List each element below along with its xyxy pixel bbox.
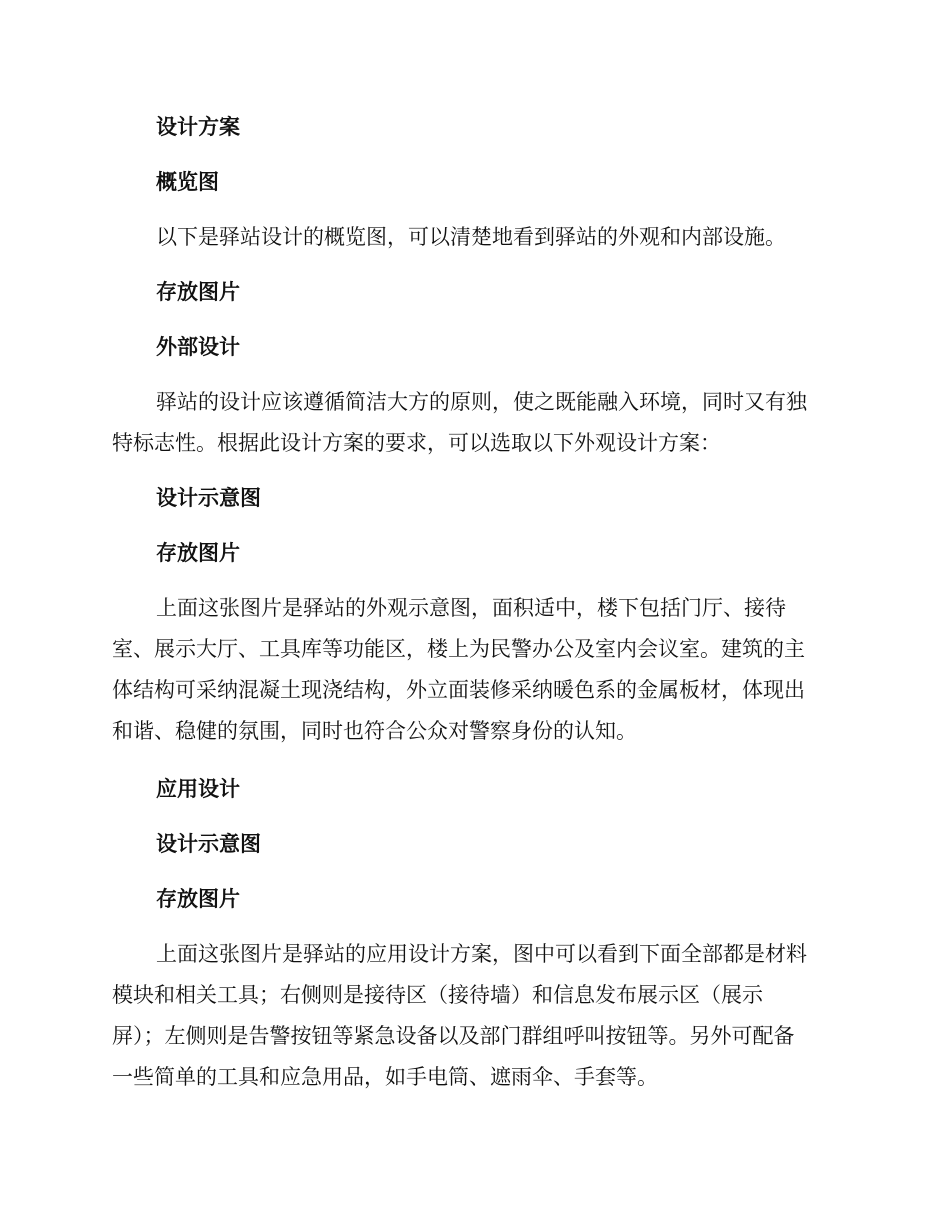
heading-design-plan: 设计方案	[156, 114, 240, 139]
paragraph-application-line-3: 屏）；左侧则是告警按钮等紧急设备以及部门群组呼叫按钮等。另外可配备	[112, 1024, 795, 1048]
paragraph-exterior-line-2: 特标志性。根据此设计方案的要求，可以选取以下外观设计方案：	[112, 431, 721, 455]
paragraph-exterior-sketch-line-4: 和谐、稳健的氛围，同时也符合公众对警察身份的认知。	[112, 719, 637, 743]
paragraph-overview-line-1: 以下是驿站设计的概览图，可以清楚地看到驿站的外观和内部设施。	[156, 225, 786, 249]
paragraph-application-line-4: 一些简单的工具和应急用品，如手电筒、遮雨伞、手套等。	[112, 1065, 658, 1089]
paragraph-application-line-1: 上面这张图片是驿站的应用设计方案，图中可以看到下面全部都是材料	[156, 942, 807, 966]
paragraph-exterior-sketch-line-2: 室、展示大厅、工具库等功能区，楼上为民警办公及室内会议室。建筑的主	[112, 637, 805, 661]
heading-image-placeholder-3: 存放图片	[156, 886, 240, 911]
heading-design-sketch-2: 设计示意图	[156, 831, 261, 856]
paragraph-application-line-2: 模块和相关工具；右侧则是接待区（接待墙）和信息发布展示区（展示	[112, 983, 763, 1007]
paragraph-exterior-line-1: 驿站的设计应该遵循简洁大方的原则，使之既能融入环境，同时又有独	[156, 390, 807, 414]
heading-image-placeholder-1: 存放图片	[156, 279, 240, 304]
paragraph-exterior-sketch-line-3: 体结构可采纳混凝土现浇结构，外立面装修采纳暖色系的金属板材，体现出	[112, 678, 805, 702]
heading-overview: 概览图	[156, 169, 219, 194]
heading-image-placeholder-2: 存放图片	[156, 540, 240, 565]
paragraph-exterior-sketch-line-1: 上面这张图片是驿站的外观示意图，面积适中，楼下包括门厅、接待	[156, 596, 786, 620]
heading-application-design: 应用设计	[156, 776, 240, 801]
heading-exterior-design: 外部设计	[156, 334, 240, 359]
heading-design-sketch-1: 设计示意图	[156, 485, 261, 510]
